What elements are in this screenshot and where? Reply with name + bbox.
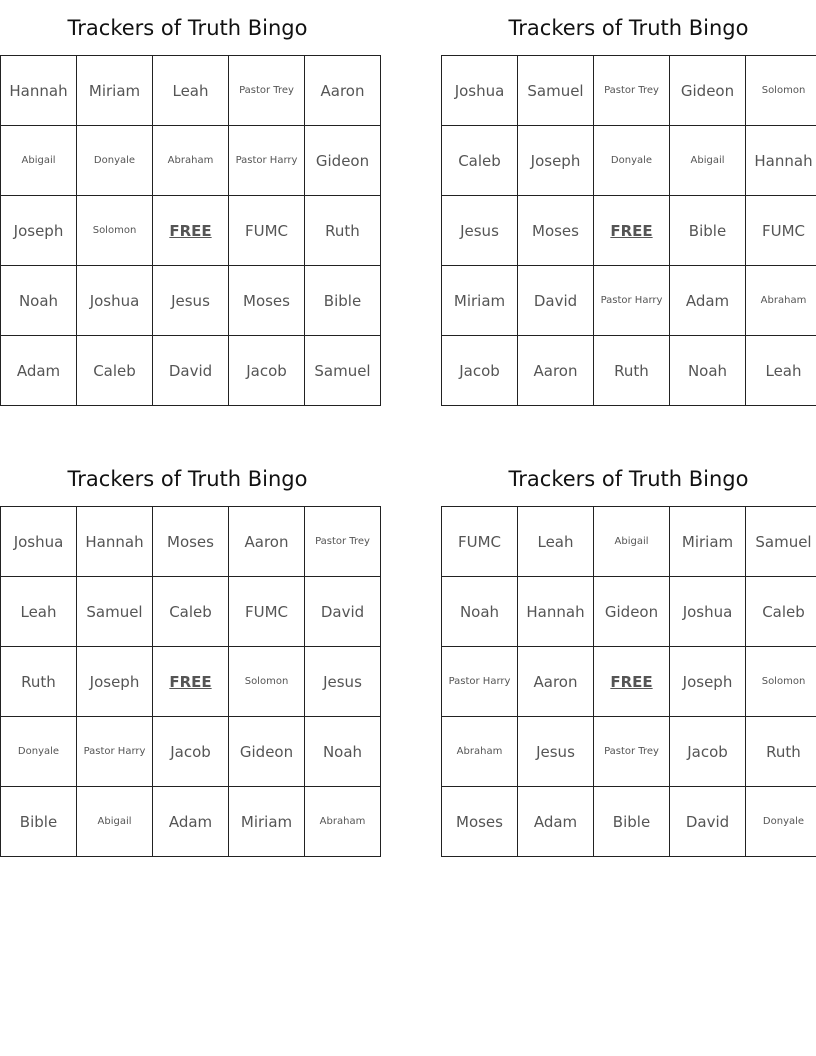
bingo-row [1, 577, 381, 647]
bingo-cell: Donyale [77, 126, 153, 196]
bingo-cell: Miriam [77, 56, 153, 126]
bingo-card-4 [441, 451, 816, 857]
bingo-cell: Abraham [746, 266, 816, 336]
bingo-cell: FUMC [746, 196, 816, 266]
bingo-cell: Bible [594, 787, 670, 857]
bingo-cell: Hannah [1, 56, 77, 126]
bingo-grid [441, 506, 816, 857]
bingo-row [442, 507, 816, 577]
bingo-cell: Bible [670, 196, 746, 266]
bingo-cell: Hannah [518, 577, 594, 647]
bingo-cell: Noah [305, 717, 381, 787]
bingo-row [1, 717, 381, 787]
bingo-cell: Abigail [1, 126, 77, 196]
bingo-cell: Miriam [442, 266, 518, 336]
bingo-cell: Gideon [670, 56, 746, 126]
bingo-cell: Hannah [746, 126, 816, 196]
bingo-cell: Aaron [518, 336, 594, 406]
bingo-row [1, 787, 381, 857]
bingo-row [442, 266, 816, 336]
bingo-cell: Aaron [518, 647, 594, 717]
bingo-cell: David [305, 577, 381, 647]
bingo-row [442, 577, 816, 647]
bingo-card-2 [441, 0, 816, 406]
free-space: FREE [153, 196, 229, 266]
bingo-row [442, 196, 816, 266]
bingo-cell: David [153, 336, 229, 406]
bingo-cell: Joshua [442, 56, 518, 126]
bingo-cell: Pastor Harry [229, 126, 305, 196]
bingo-cell: Abraham [305, 787, 381, 857]
bingo-cell: FUMC [442, 507, 518, 577]
bingo-cell: Solomon [746, 56, 816, 126]
bingo-cell: Abigail [77, 787, 153, 857]
bingo-cell: Hannah [77, 507, 153, 577]
bingo-cell: Miriam [229, 787, 305, 857]
bingo-cell: Abigail [594, 507, 670, 577]
bingo-cell: Donyale [594, 126, 670, 196]
bingo-cell: Caleb [746, 577, 816, 647]
bingo-cell: Pastor Harry [594, 266, 670, 336]
bingo-cell: Joseph [518, 126, 594, 196]
bingo-cell: Leah [518, 507, 594, 577]
bingo-cell: Ruth [594, 336, 670, 406]
bingo-cell: Joshua [670, 577, 746, 647]
bingo-row [442, 56, 816, 126]
bingo-cell: Moses [442, 787, 518, 857]
bingo-cell: Joshua [77, 266, 153, 336]
free-space: FREE [153, 647, 229, 717]
bingo-cell: Moses [153, 507, 229, 577]
bingo-cell: Samuel [305, 336, 381, 406]
bingo-cell: Pastor Trey [594, 56, 670, 126]
bingo-cell: David [670, 787, 746, 857]
bingo-row [1, 507, 381, 577]
bingo-cell: Gideon [594, 577, 670, 647]
bingo-cell: Noah [1, 266, 77, 336]
bingo-cell: Gideon [229, 717, 305, 787]
card-title: Trackers of Truth Bingo [67, 16, 308, 40]
bingo-cell: Jesus [153, 266, 229, 336]
free-space: FREE [594, 196, 670, 266]
bingo-cell: FUMC [229, 577, 305, 647]
bingo-cell: Caleb [77, 336, 153, 406]
bingo-cell: Solomon [746, 647, 816, 717]
bingo-row [1, 266, 381, 336]
bingo-cell: Leah [1, 577, 77, 647]
bingo-cell: Solomon [229, 647, 305, 717]
bingo-cell: Jacob [670, 717, 746, 787]
bingo-card-1 [0, 0, 375, 406]
card-title: Trackers of Truth Bingo [508, 16, 749, 40]
bingo-cell: Jacob [229, 336, 305, 406]
bingo-row [442, 126, 816, 196]
bingo-grid [0, 55, 381, 406]
bingo-row [1, 126, 381, 196]
bingo-cell: Bible [1, 787, 77, 857]
bingo-cell: Leah [746, 336, 816, 406]
bingo-cell: Pastor Harry [442, 647, 518, 717]
bingo-cell: Adam [153, 787, 229, 857]
bingo-cell: Miriam [670, 507, 746, 577]
bingo-cell: FUMC [229, 196, 305, 266]
bingo-row [442, 647, 816, 717]
bingo-cell: Pastor Trey [229, 56, 305, 126]
card-title: Trackers of Truth Bingo [67, 467, 308, 491]
bingo-cell: Adam [670, 266, 746, 336]
bingo-cell: Adam [1, 336, 77, 406]
bingo-row [1, 56, 381, 126]
bingo-row [1, 196, 381, 266]
bingo-cell: Samuel [746, 507, 816, 577]
free-space: FREE [594, 647, 670, 717]
bingo-cell: Bible [305, 266, 381, 336]
bingo-cell: Noah [670, 336, 746, 406]
bingo-row [1, 336, 381, 406]
bingo-cell: Abraham [442, 717, 518, 787]
bingo-row [1, 647, 381, 717]
bingo-card-3 [0, 451, 375, 857]
bingo-cell: Joseph [670, 647, 746, 717]
bingo-row [442, 336, 816, 406]
bingo-cell: Adam [518, 787, 594, 857]
bingo-cell: Jacob [442, 336, 518, 406]
bingo-grid [441, 55, 816, 406]
bingo-cell: Ruth [746, 717, 816, 787]
bingo-cell: Joshua [1, 507, 77, 577]
bingo-cell: David [518, 266, 594, 336]
bingo-cell: Caleb [153, 577, 229, 647]
bingo-row [442, 717, 816, 787]
bingo-cell: Gideon [305, 126, 381, 196]
bingo-cell: Aaron [229, 507, 305, 577]
bingo-cell: Donyale [1, 717, 77, 787]
bingo-cell: Samuel [77, 577, 153, 647]
bingo-cell: Jesus [442, 196, 518, 266]
bingo-cell: Ruth [1, 647, 77, 717]
bingo-cell: Jesus [518, 717, 594, 787]
bingo-cell: Pastor Trey [305, 507, 381, 577]
bingo-cell: Caleb [442, 126, 518, 196]
bingo-cell: Solomon [77, 196, 153, 266]
bingo-cell: Leah [153, 56, 229, 126]
bingo-cell: Samuel [518, 56, 594, 126]
card-title: Trackers of Truth Bingo [508, 467, 749, 491]
bingo-cell: Joseph [77, 647, 153, 717]
bingo-cell: Abraham [153, 126, 229, 196]
bingo-cell: Abigail [670, 126, 746, 196]
bingo-cell: Jacob [153, 717, 229, 787]
bingo-cell: Moses [518, 196, 594, 266]
bingo-grid [0, 506, 381, 857]
bingo-row [442, 787, 816, 857]
bingo-cell: Ruth [305, 196, 381, 266]
bingo-cell: Joseph [1, 196, 77, 266]
bingo-cell: Donyale [746, 787, 816, 857]
bingo-cell: Aaron [305, 56, 381, 126]
bingo-cell: Jesus [305, 647, 381, 717]
bingo-cell: Moses [229, 266, 305, 336]
bingo-cell: Pastor Harry [77, 717, 153, 787]
bingo-cell: Pastor Trey [594, 717, 670, 787]
bingo-cell: Noah [442, 577, 518, 647]
